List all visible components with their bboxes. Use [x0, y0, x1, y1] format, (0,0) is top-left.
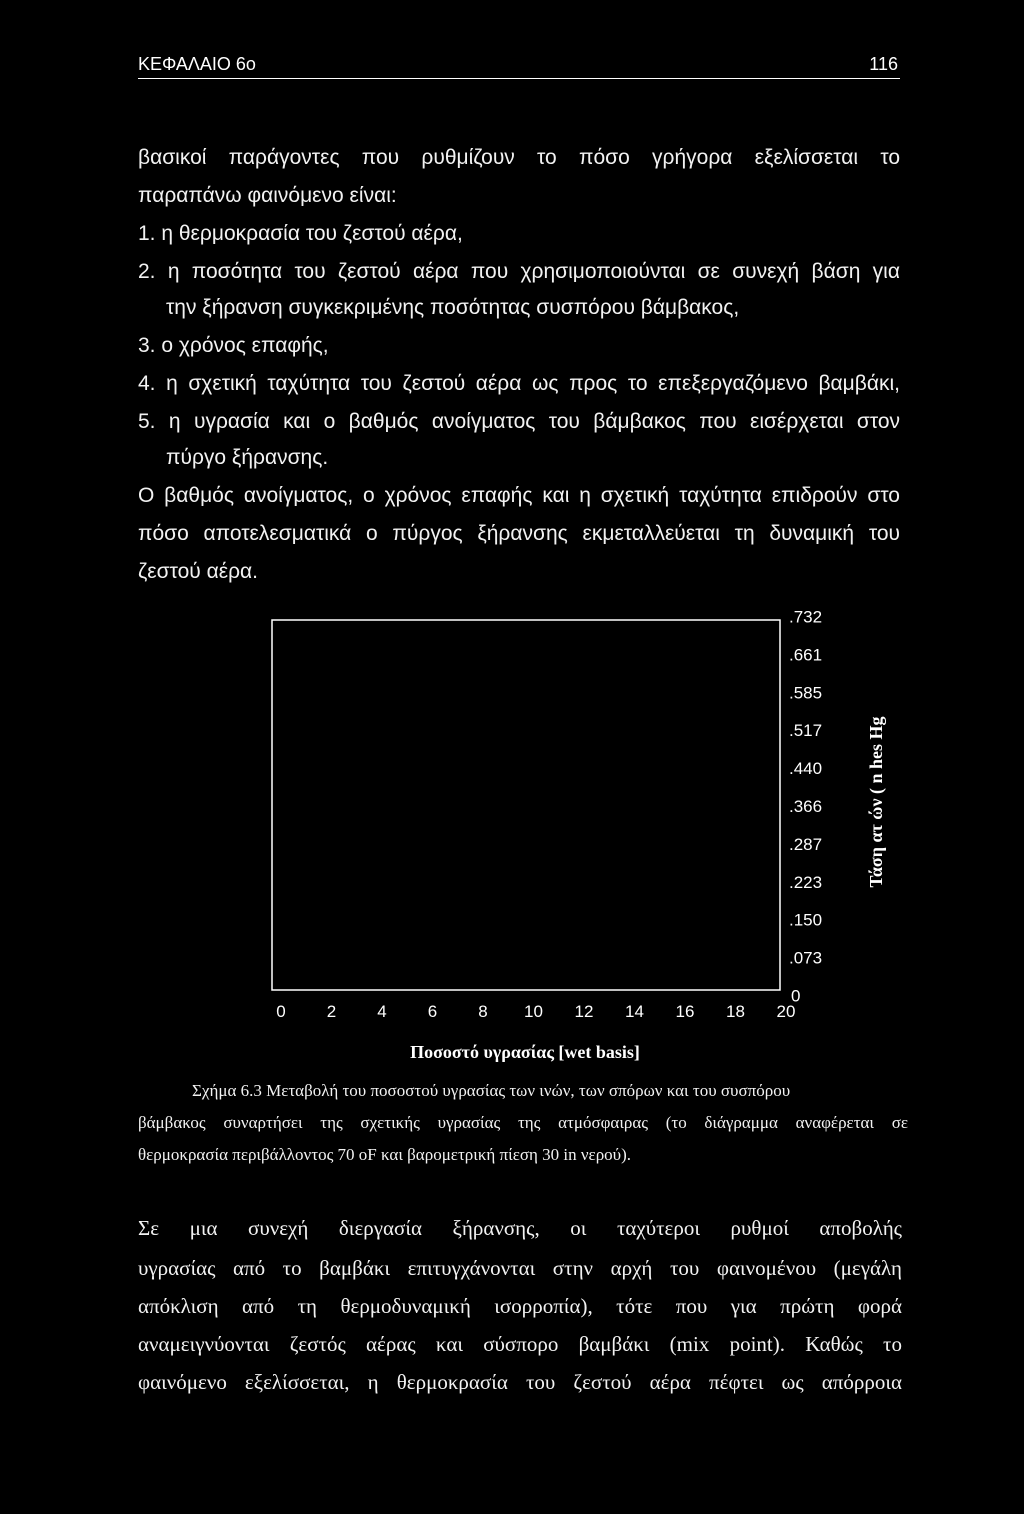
- x-tick-label: 16: [675, 1002, 695, 1021]
- x-tick-label: 18: [726, 1002, 745, 1021]
- list-item-continuation: πύργο ξήρανσης.: [166, 446, 329, 469]
- x-tick-label: 0: [276, 1002, 286, 1021]
- x-tick-label: 14: [625, 1002, 644, 1021]
- x-tick-label: 4: [377, 1002, 387, 1021]
- x-tick-label: 10: [524, 1002, 543, 1021]
- y-tick-label: .366: [789, 796, 823, 816]
- y-axis-label: Τάση ατ ών ( n hes Hg: [866, 716, 886, 888]
- text-line: φαινόμενο εξελίσσεται, η θερμοκρασία του ζεστού αέρα πέφτει ως απόρροια: [138, 1370, 902, 1394]
- y-tick-label: .223: [789, 872, 823, 892]
- x-tick-labels: [276, 1002, 795, 1021]
- x-tick-label: 20: [776, 1002, 796, 1021]
- figure-caption: βάμβακος συναρτήσει της σχετικής υγρασίας της ατμόσφαιρας (το διάγραμμα αναφέρεται σε: [138, 1113, 908, 1132]
- y-tick-label: .585: [789, 683, 823, 703]
- y-tick-label: .073: [789, 948, 823, 968]
- y-tick-label: .732: [789, 607, 823, 627]
- list-item: 3. ο χρόνος επαφής,: [138, 334, 329, 357]
- y-tick-label: .287: [789, 834, 823, 854]
- text-line: παραπάνω φαινόμενο είναι:: [138, 184, 397, 207]
- text-line: απόκλιση από τη θερμοδυναμική ισορροπία), τότε που για πρώτη φορά: [138, 1294, 902, 1318]
- x-axis-label: Ποσοστό υγρασίας [wet basis]: [410, 1042, 640, 1062]
- list-item: 4. η σχετική ταχύτητα του ζεστού αέρα ως προς το επεξεργαζόμενο βαμβάκι,: [138, 372, 900, 395]
- y-tick-labels: [789, 607, 822, 1005]
- chapter-title: ΚΕΦΑΛΑΙΟ 6ο: [138, 54, 256, 74]
- list-item-continuation: την ξήρανση συγκεκριμένης ποσότητας συσπόρου βάμβακος,: [166, 296, 740, 319]
- text-line: βασικοί παράγοντες που ρυθμίζουν το πόσο γρήγορα εξελίσσεται το: [138, 146, 900, 169]
- figure-caption: Σχήμα 6.3 Μεταβολή του ποσοστού υγρασίας των ινών, των σπόρων και του συσπόρου: [192, 1081, 791, 1100]
- plot-frame: [272, 620, 780, 990]
- y-tick-label: .517: [789, 721, 823, 741]
- y-tick-label: 0: [791, 986, 801, 1006]
- y-tick-label: .440: [789, 759, 823, 779]
- y-tick-label: .150: [789, 910, 823, 930]
- list-item: 5. η υγρασία και ο βαθμός ανοίγματος του βάμβακος που εισέρχεται στον: [138, 410, 900, 433]
- text-line: ζεστού αέρα.: [138, 560, 259, 583]
- text-line: αναμειγνύονται ζεστός αέρας και σύσπορο βαμβάκι (mix point). Καθώς το: [138, 1332, 902, 1356]
- list-item: 2. η ποσότητα του ζεστού αέρα που χρησιμοποιούνται σε συνεχή βάση για: [138, 260, 900, 283]
- x-tick-label: 2: [326, 1002, 337, 1021]
- figure-caption: θερμοκρασία περιβάλλοντος 70 οF και βαρομετρική πίεση 30 in νερού).: [138, 1145, 631, 1164]
- text-line: Ο βαθμός ανοίγματος, ο χρόνος επαφής και η σχετική ταχύτητα επιδρούν στο: [138, 484, 900, 507]
- text-line: υγρασίας από το βαμβάκι επιτυγχάνονται στην αρχή του φαινομένου (μεγάλη: [138, 1256, 902, 1280]
- x-tick-label: 12: [574, 1002, 594, 1021]
- x-tick-label: 6: [427, 1002, 438, 1021]
- y-tick-label: .661: [789, 645, 823, 665]
- page-header: [138, 52, 900, 79]
- x-tick-label: 8: [478, 1002, 488, 1021]
- text-line: Σε μια συνεχή διεργασία ξήρανσης, οι ταχύτεροι ρυθμοί αποβολής: [138, 1216, 902, 1240]
- page-number: 116: [869, 54, 898, 74]
- text-line: πόσο αποτελεσματικά ο πύργος ξήρανσης εκμεταλλεύεται τη δυναμική του: [138, 522, 900, 545]
- list-item: 1. η θερμοκρασία του ζεστού αέρα,: [138, 222, 463, 245]
